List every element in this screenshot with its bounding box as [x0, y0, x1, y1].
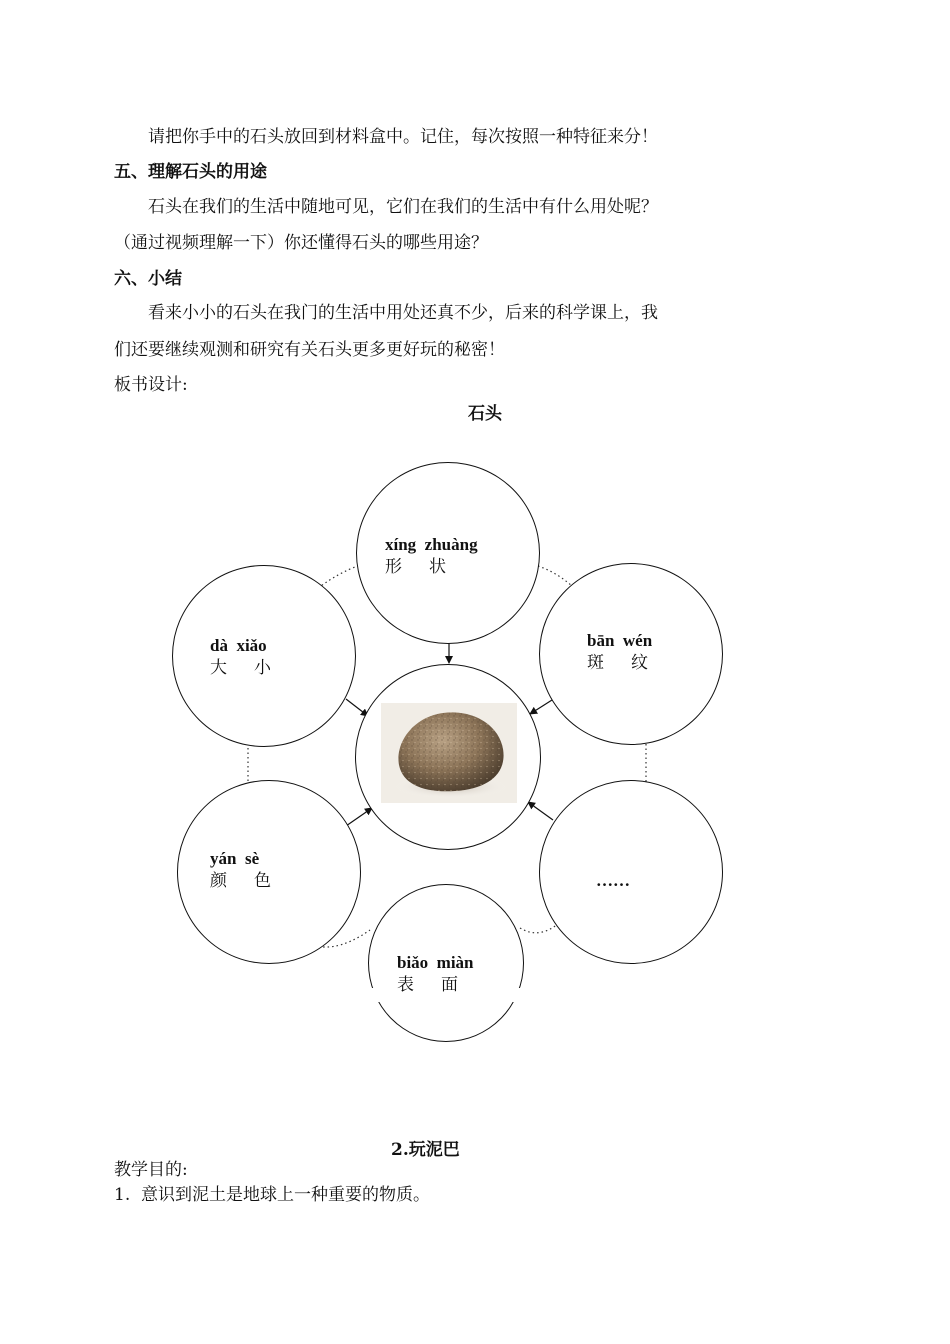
teaching-goal-label: 教学目的: — [114, 1160, 188, 1180]
label-size-pinyin: dà xiǎo — [210, 636, 267, 655]
label-shape-pinyin: xíng zhuàng — [385, 535, 478, 554]
label-pattern — [587, 630, 652, 674]
paragraph-return-stones: 请把你手中的石头放回到材料盒中。记住，每次按照一种特征来分！ — [148, 127, 658, 147]
label-size-hanzi: 大 小 — [210, 658, 272, 678]
label-color-pinyin: yán sè — [210, 849, 260, 868]
label-shape — [385, 534, 478, 578]
label-pattern-pinyin: bān wén — [587, 631, 653, 650]
paragraph-summary-1: 看来小小的石头在我门的生活中用处还真不少，后来的科学课上，我 — [148, 303, 658, 323]
paragraph-summary-2: 们还要继续观测和研究有关石头更多更好玩的秘密！ — [114, 340, 505, 360]
paragraph-stones-everywhere: 石头在我们的生活中随地可见，它们在我们的生活中有什么用处呢？ — [148, 197, 658, 217]
stone-photo — [381, 703, 517, 803]
label-surface-pinyin: biǎo miàn — [397, 953, 474, 972]
section-heading-uses: 五、理解石头的用途 — [114, 162, 267, 182]
diagram-title: 石头 — [468, 404, 502, 424]
label-color — [210, 848, 271, 892]
arrow-lower-left — [346, 808, 372, 826]
teaching-goal-item-1: 1. 意识到泥土是地球上一种重要的物质。 — [114, 1185, 431, 1205]
arrow-lower-right — [528, 802, 553, 820]
label-more: …… — [596, 871, 630, 890]
arrow-upper-right — [530, 700, 552, 714]
label-size — [210, 635, 271, 679]
label-shape-hanzi: 形 状 — [385, 557, 447, 577]
label-pattern-hanzi: 斑 纹 — [587, 653, 649, 673]
label-surface-hanzi: 表 面 — [397, 975, 459, 995]
section-heading-summary: 六、小结 — [114, 269, 182, 289]
section2-title: 2.玩泥巴 — [391, 1140, 460, 1160]
paragraph-video-uses: （通过视频理解一下）你还懂得石头的哪些用途？ — [114, 233, 488, 253]
label-surface — [397, 952, 474, 996]
board-design-label: 板书设计: — [114, 375, 188, 395]
circle-more — [539, 780, 723, 964]
label-color-hanzi: 颜 色 — [210, 871, 272, 891]
